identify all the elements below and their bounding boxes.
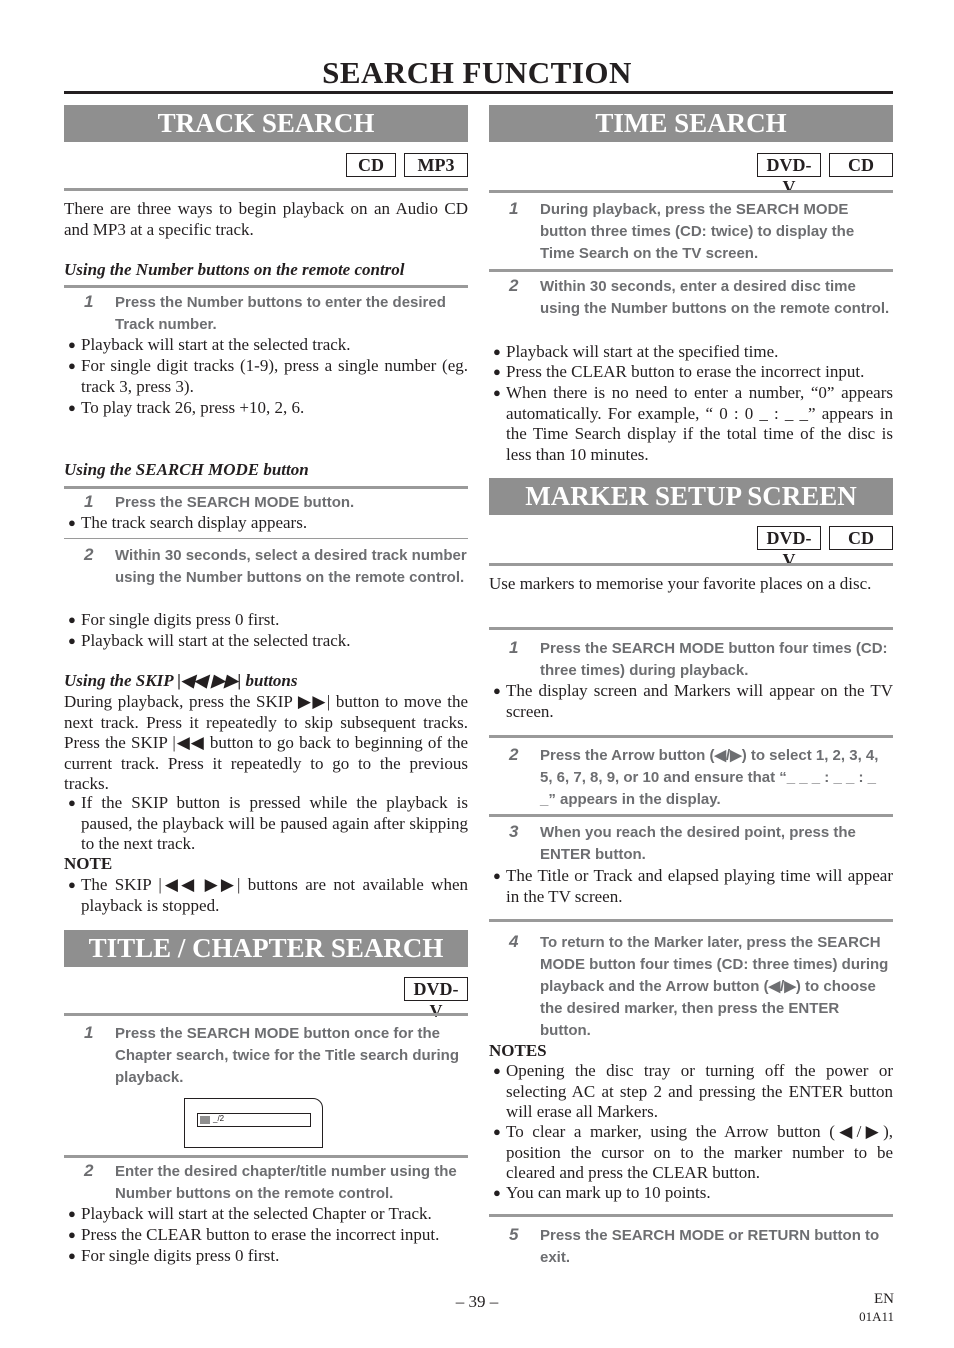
- track-search-heading: TRACK SEARCH: [64, 105, 468, 142]
- step-text: Press the SEARCH MODE or RETURN button to exit.: [540, 1227, 880, 1266]
- document-code: 01A11: [859, 1309, 894, 1324]
- divider: [489, 190, 893, 193]
- marker-intro: Use markers to memorise your favorite places on a disc.: [489, 574, 872, 593]
- divider: [64, 1155, 468, 1158]
- step-text: Press the SEARCH MODE button four times (CD: three times) during playback.: [540, 640, 888, 679]
- language-code: EN: [874, 1291, 894, 1307]
- screen-text: _/2: [213, 1114, 225, 1123]
- step-text: Within 30 seconds, enter a desired disc time using the Number buttons on the remote control.: [540, 278, 890, 317]
- step-text: Press the Arrow button (◀/▶) to select 1, 2, 3, 4, 5, 6, 7, 8, 9, or 10 and ensure that “_ _ _ : _ _ : _ _” appears in the display.: [540, 747, 879, 808]
- bullet-text: The track search display appears.: [81, 513, 308, 532]
- tv-screen-illustration: [184, 1098, 323, 1148]
- bullet-text: Playback will start at the selected track.: [81, 631, 351, 650]
- step-number: 2: [509, 276, 519, 295]
- step-number: 1: [509, 199, 519, 218]
- time-search-badges: [757, 153, 893, 197]
- search-mode-heading: Using the SEARCH MODE button: [64, 460, 309, 479]
- notes-label: NOTES: [489, 1041, 547, 1060]
- divider: [489, 1214, 893, 1217]
- search-display-bar: [197, 1113, 311, 1127]
- step-number: 1: [84, 292, 94, 311]
- badge-mp3: MP3: [404, 153, 468, 177]
- step-number: 4: [509, 932, 519, 951]
- badge-dvd-v: DVD-V: [757, 526, 821, 550]
- step-text: Press the SEARCH MODE button once for the Chapter search, twice for the Title search during playback.: [115, 1025, 459, 1086]
- badge-cd: CD: [346, 153, 396, 177]
- step-text: To return to the Marker later, press the SEARCH MODE button four times (CD: three times) during playback and the Arrow button (◀/▶) to choose the desired marker, then press the ENTER button.: [540, 934, 889, 1039]
- heading-text: Using the SKIP: [64, 671, 178, 690]
- title-chapter-search-heading: TITLE / CHAPTER SEARCH: [64, 930, 468, 967]
- bullet-text: When there is no need to enter a number, “0” appears automatically. For example, “ 0 : 0 _ : _ _” appears in the Time Search display if the total time of the disc is less than 10 minutes.: [506, 383, 893, 464]
- step-number: 1: [509, 638, 519, 657]
- skip-buttons-heading: [64, 671, 468, 691]
- step-number: 3: [509, 822, 519, 841]
- badge-cd: CD: [829, 153, 893, 177]
- divider: [489, 919, 893, 922]
- marker-setup-heading: MARKER SETUP SCREEN: [489, 478, 893, 515]
- bullet-text: If the SKIP button is pressed while the playback is paused, the playback will be paused again after skipping to the next track.: [81, 793, 468, 853]
- bullet-text: For single digit tracks (1-9), press a single number (eg. track 3, press 3).: [81, 356, 468, 396]
- footer-code: [858, 1291, 894, 1325]
- skip-back-forward-icon: |◀◀ ▶▶|: [177, 671, 242, 690]
- divider: [489, 735, 893, 738]
- chapter-icon: [200, 1116, 210, 1124]
- badge-dvd-v: DVD-V: [404, 977, 468, 1001]
- divider: [64, 538, 468, 539]
- title-rule: [64, 91, 893, 94]
- title-chapter-badges: [404, 977, 468, 1021]
- step-number: 1: [84, 492, 94, 511]
- bullet-text: The Title or Track and elapsed playing time will appear in the TV screen.: [506, 866, 893, 906]
- step-number: 2: [84, 1161, 94, 1180]
- step-number: 1: [84, 1023, 94, 1042]
- bullet-text: Playback will start at the selected track.: [81, 335, 351, 354]
- step-text: Press the SEARCH MODE button.: [115, 494, 355, 511]
- badge-cd: CD: [829, 526, 893, 550]
- marker-setup-badges: [757, 526, 893, 570]
- bullet-text: The SKIP |◀◀ ▶▶| buttons are not available when playback is stopped.: [81, 875, 468, 915]
- bullet-text: To clear a marker, using the Arrow button (◀/▶), position the cursor on to the marker number to be cleared and press the CLEAR button.: [506, 1122, 893, 1182]
- divider: [489, 269, 893, 272]
- heading-text: buttons: [241, 671, 298, 690]
- step-number: 2: [84, 545, 94, 564]
- page-title: SEARCH FUNCTION: [322, 55, 632, 90]
- badge-dvd-v: DVD-V: [757, 153, 821, 177]
- track-search-intro: There are three ways to begin playback on an Audio CD and MP3 at a specific track.: [64, 199, 468, 239]
- bullet-text: To play track 26, press +10, 2, 6.: [81, 398, 305, 417]
- time-search-heading: TIME SEARCH: [489, 105, 893, 142]
- step-text: During playback, press the SEARCH MODE button three times (CD: twice) to display the Time Search on the TV screen.: [540, 201, 855, 262]
- divider: [489, 627, 893, 630]
- divider: [64, 486, 468, 489]
- step-text: Press the Number buttons to enter the desired Track number.: [115, 294, 446, 333]
- bullet-text: Playback will start at the specified time.: [506, 342, 779, 361]
- number-buttons-heading: Using the Number buttons on the remote control: [64, 260, 405, 279]
- divider: [64, 1013, 468, 1016]
- divider: [489, 563, 893, 566]
- bullet-text: You can mark up to 10 points.: [506, 1183, 711, 1202]
- step-number: 5: [509, 1225, 519, 1244]
- bullet-text: For single digits press 0 first.: [81, 610, 280, 629]
- divider: [489, 814, 893, 817]
- track-search-badges: [346, 153, 468, 177]
- step-text: When you reach the desired point, press the ENTER button.: [540, 824, 856, 863]
- page-number: – 39 –: [455, 1292, 499, 1311]
- step-number: 2: [509, 745, 519, 764]
- bullet-text: Press the CLEAR button to erase the incorrect input.: [81, 1225, 440, 1244]
- divider: [64, 188, 468, 191]
- bullet-text: Press the CLEAR button to erase the incorrect input.: [506, 362, 865, 381]
- note-label: NOTE: [64, 854, 113, 873]
- bullet-text: For single digits press 0 first.: [81, 1246, 280, 1265]
- bullet-text: Opening the disc tray or turning off the power or selecting AC at step 2 and pressing the ENTER button will erase all Markers.: [506, 1061, 893, 1121]
- divider: [64, 285, 468, 288]
- skip-text: During playback, press the SKIP ▶▶| button to move the next track. Press it repeatedly to skip subsequent tracks. Press the SKIP |◀◀ button to go back to beginning of the current track. Press it repeatedly to go to the previous tracks.: [64, 692, 468, 793]
- bullet-text: Playback will start at the selected Chapter or Track.: [81, 1204, 432, 1223]
- bullet-text: The display screen and Markers will appear on the TV screen.: [506, 681, 893, 721]
- step-text: Enter the desired chapter/title number using the Number buttons on the remote control.: [115, 1163, 457, 1202]
- step-text: Within 30 seconds, select a desired track number using the Number buttons on the remote control.: [115, 547, 467, 586]
